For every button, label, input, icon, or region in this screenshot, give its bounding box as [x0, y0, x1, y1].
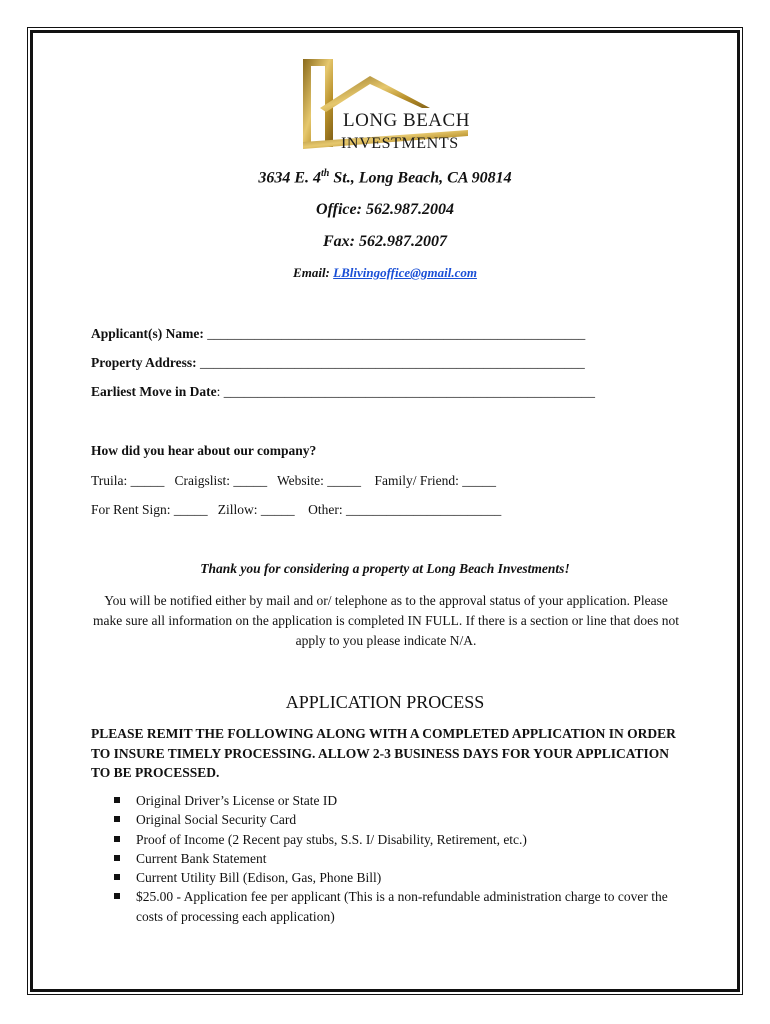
- list-item-text: Current Bank Statement: [136, 850, 267, 866]
- bullet-square-icon: [114, 874, 120, 880]
- referral-question-text: How did you hear about our company?: [91, 443, 317, 458]
- bullet-square-icon: [114, 855, 120, 861]
- logo-text-line1: LONG BEACH: [343, 110, 470, 131]
- bullet-square-icon: [114, 797, 120, 803]
- move-in-date-field[interactable]: [91, 384, 595, 400]
- list-item-text: Original Social Security Card: [136, 812, 297, 828]
- email-link[interactable]: LBlivingoffice@gmail.com: [333, 265, 477, 280]
- property-address-blank[interactable]: _________________________________________________________: [200, 355, 585, 370]
- thank-you-note: Thank you for considering a property at Long Beach Investments!: [200, 561, 570, 576]
- list-item: [114, 830, 674, 849]
- list-item: [114, 868, 674, 887]
- applicant-name-field[interactable]: [91, 326, 585, 342]
- list-item: [114, 791, 674, 810]
- applicant-name-label: Applicant(s) Name:: [91, 326, 204, 341]
- referral-options-row2[interactable]: For Rent Sign: _____ Zillow: _____ Other: _______________________: [91, 502, 502, 517]
- approval-notice: You will be notified either by mail and or/ telephone as to the approval status of your application. Please make sure all information on the application is completed IN FULL. If there is a section or line that does not apply to you please indicate N/A.: [93, 593, 679, 648]
- referral-options-row1[interactable]: Truila: _____ Craigslist: _____ Website: _____ Family/ Friend: _____: [91, 473, 497, 488]
- property-address-field[interactable]: [91, 355, 585, 371]
- list-item: [114, 887, 674, 926]
- list-item: [114, 849, 674, 868]
- property-address-label: Property Address:: [91, 355, 197, 370]
- move-in-date-colon: :: [216, 384, 221, 399]
- email-line: [0, 265, 770, 281]
- bullet-square-icon: [114, 893, 120, 899]
- list-item-text: Proof of Income (2 Recent pay stubs, S.S. I/ Disability, Retirement, etc.): [136, 831, 527, 847]
- list-item-text: Original Driver’s License or State ID: [136, 793, 338, 808]
- list-item-text: $25.00 - Application fee per applicant (This is a non-refundable administration charge to cover the costs of processing each application): [136, 889, 668, 924]
- email-label: Email:: [293, 265, 334, 280]
- required-documents-list: [114, 791, 674, 926]
- bullet-square-icon: [114, 816, 120, 822]
- list-item-text: Current Utility Bill (Edison, Gas, Phone Bill): [136, 870, 382, 886]
- office-phone: Office: 562.987.2004: [316, 201, 454, 218]
- move-in-date-blank[interactable]: _______________________________________________________: [223, 384, 595, 399]
- company-address: 3634 E. 4th St., Long Beach, CA 90814: [258, 168, 512, 187]
- bullet-square-icon: [114, 836, 120, 842]
- application-process-heading: APPLICATION PROCESS: [285, 692, 485, 712]
- referral-question: [91, 443, 316, 459]
- fax-number: Fax: 562.987.2007: [323, 233, 447, 250]
- move-in-date-label: Earliest Move in Date: [91, 384, 217, 399]
- list-item: [114, 810, 674, 829]
- applicant-name-blank[interactable]: ________________________________________________________: [207, 326, 586, 341]
- remit-instructions: PLEASE REMIT THE FOLLOWING ALONG WITH A COMPLETED APPLICATION IN ORDER TO INSURE TIMELY PROCESSING. ALLOW 2-3 BUSINESS DAYS FOR YOUR APPLICATION TO BE PROCESSED.: [91, 726, 676, 780]
- logo-text-line2: INVESTMENTS: [341, 135, 459, 152]
